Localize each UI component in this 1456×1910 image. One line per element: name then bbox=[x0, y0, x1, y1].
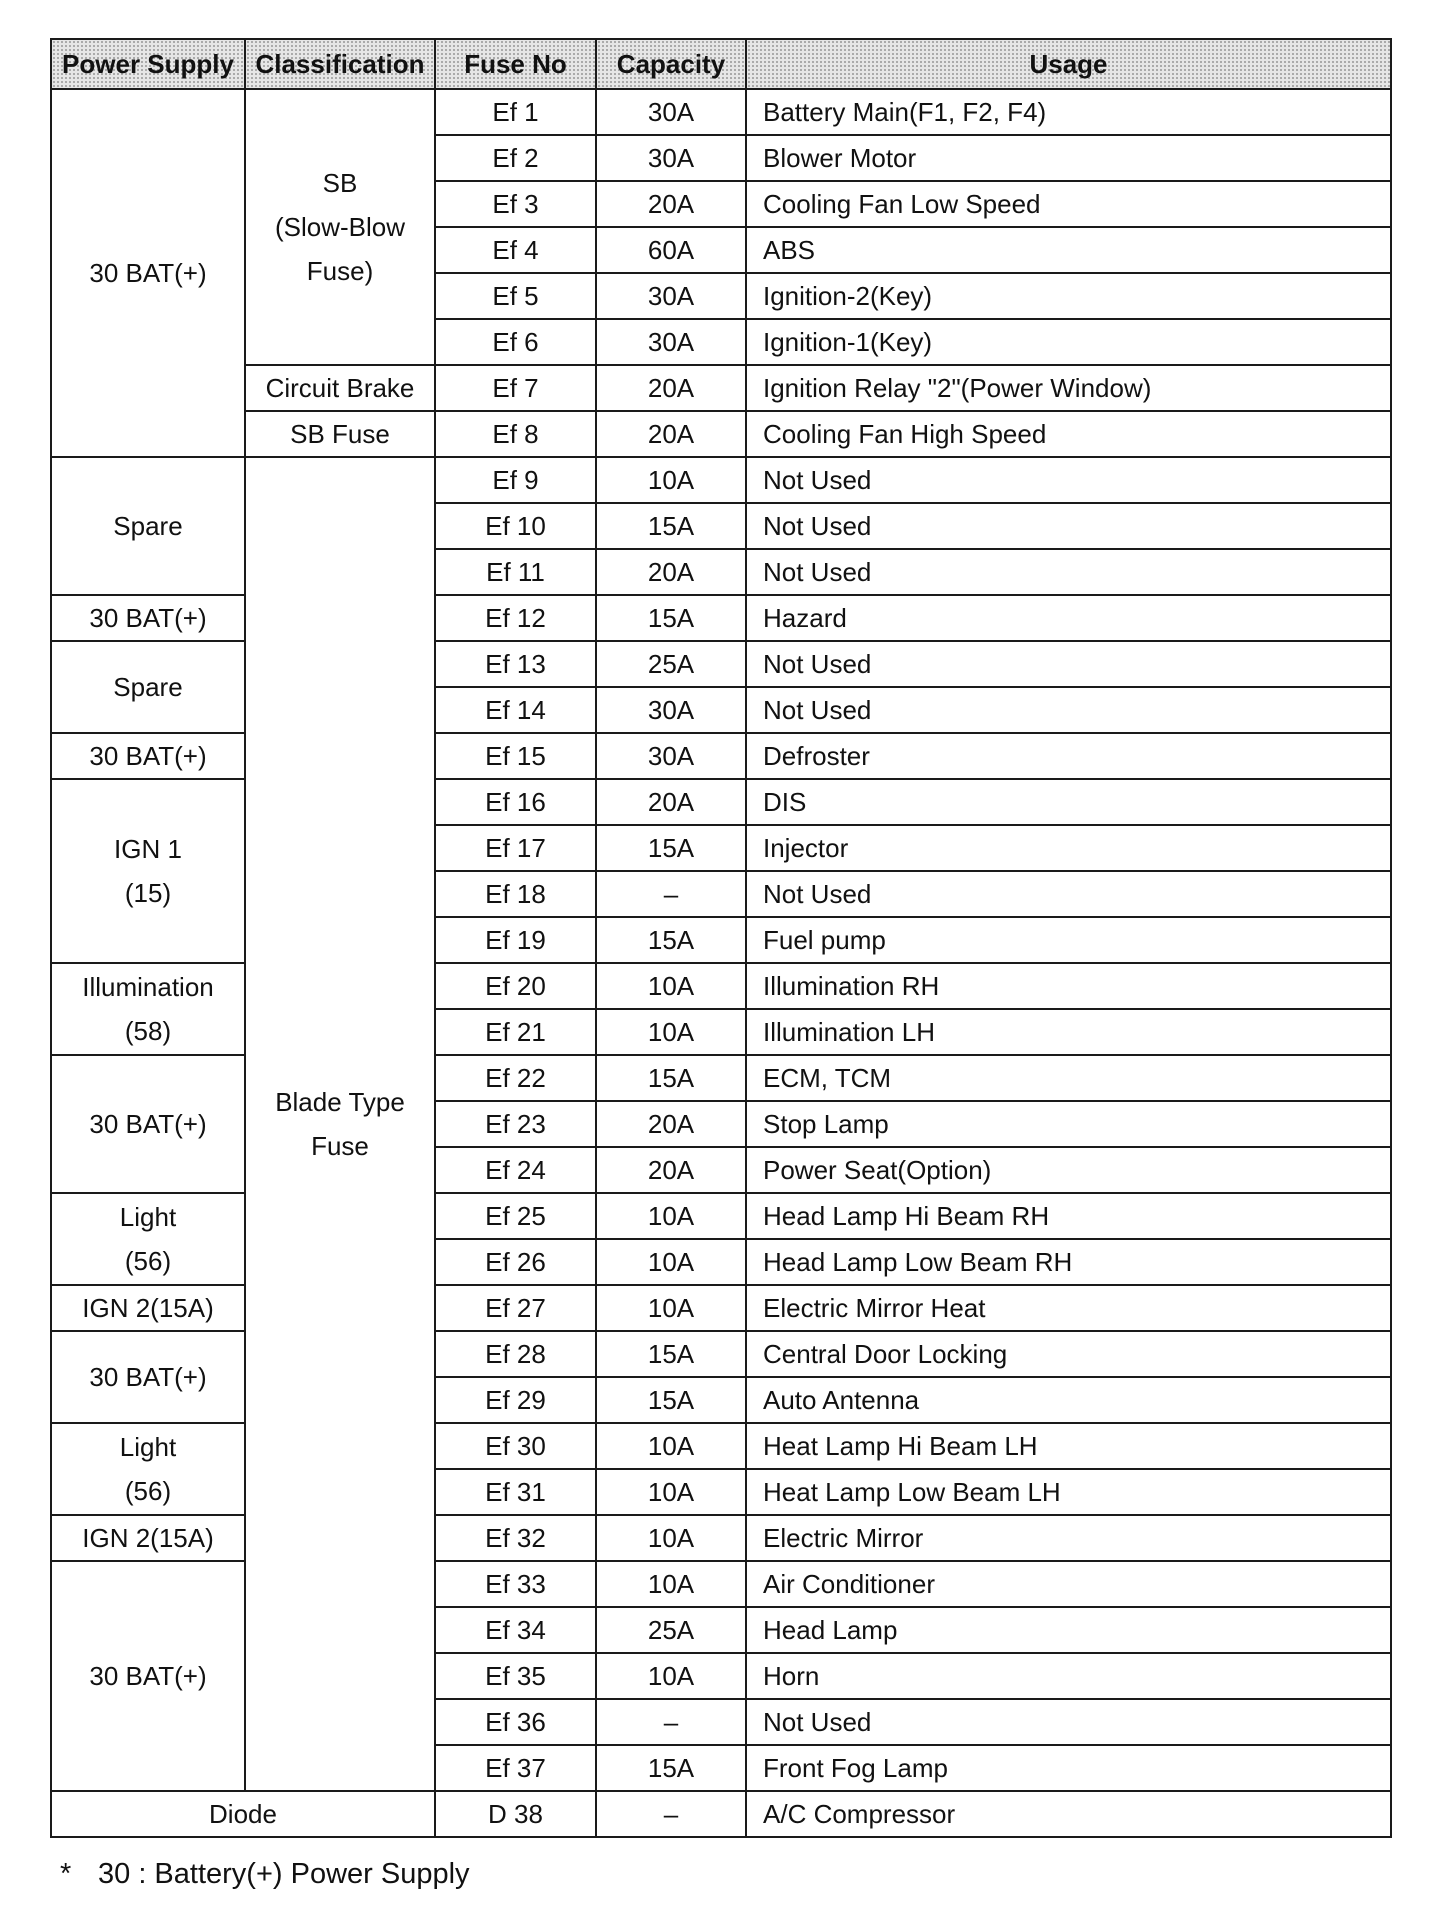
fuse-no-cell: Ef 4 bbox=[435, 227, 596, 273]
footnote bbox=[60, 1858, 470, 1891]
header-power-supply: Power Supply bbox=[51, 39, 245, 89]
header-fuse-no: Fuse No bbox=[435, 39, 596, 89]
classification-cell bbox=[245, 411, 435, 457]
fuse-no-cell: Ef 33 bbox=[435, 1561, 596, 1607]
capacity-cell: 25A bbox=[596, 1607, 746, 1653]
fuse-no-cell: Ef 18 bbox=[435, 871, 596, 917]
usage-cell: Stop Lamp bbox=[746, 1101, 1391, 1147]
usage-cell: Illumination RH bbox=[746, 963, 1391, 1009]
power-supply-cell-line: Light bbox=[119, 1202, 177, 1232]
power-supply-cell bbox=[51, 779, 245, 963]
capacity-cell: – bbox=[596, 1699, 746, 1745]
capacity-cell: 10A bbox=[596, 963, 746, 1009]
capacity-cell: 15A bbox=[596, 1377, 746, 1423]
usage-cell: Electric Mirror bbox=[746, 1515, 1391, 1561]
fuse-no-cell: Ef 37 bbox=[435, 1745, 596, 1791]
capacity-cell: 20A bbox=[596, 1147, 746, 1193]
usage-cell: Injector bbox=[746, 825, 1391, 871]
classification-cell bbox=[245, 365, 435, 411]
classification-cell-line: Circuit Brake bbox=[265, 373, 415, 403]
usage-cell: ECM, TCM bbox=[746, 1055, 1391, 1101]
capacity-cell: 10A bbox=[596, 1561, 746, 1607]
power-supply-cell-line: 30 BAT(+) bbox=[89, 741, 207, 771]
header-classification: Classification bbox=[245, 39, 435, 89]
usage-cell: Not Used bbox=[746, 641, 1391, 687]
usage-cell: Auto Antenna bbox=[746, 1377, 1391, 1423]
power-supply-cell-line: Spare bbox=[113, 672, 183, 702]
power-supply-cell-line: (56) bbox=[124, 1476, 172, 1506]
usage-cell: Front Fog Lamp bbox=[746, 1745, 1391, 1791]
fuse-no-cell: Ef 15 bbox=[435, 733, 596, 779]
fuse-no-cell: Ef 10 bbox=[435, 503, 596, 549]
capacity-cell: 60A bbox=[596, 227, 746, 273]
usage-cell: ABS bbox=[746, 227, 1391, 273]
power-supply-cell-line: Spare bbox=[113, 511, 183, 541]
fuse-no-cell: Ef 36 bbox=[435, 1699, 596, 1745]
diode-row bbox=[51, 1791, 1391, 1837]
capacity-cell: 15A bbox=[596, 917, 746, 963]
fuse-no-cell: Ef 22 bbox=[435, 1055, 596, 1101]
capacity-cell: 20A bbox=[596, 1101, 746, 1147]
classification-cell bbox=[245, 457, 435, 1791]
fuse-no-cell: Ef 8 bbox=[435, 411, 596, 457]
usage-cell: Fuel pump bbox=[746, 917, 1391, 963]
capacity-cell: 15A bbox=[596, 1331, 746, 1377]
fuse-no-cell: Ef 5 bbox=[435, 273, 596, 319]
usage-cell: Not Used bbox=[746, 457, 1391, 503]
capacity-cell: 20A bbox=[596, 549, 746, 595]
fuse-no-cell: Ef 23 bbox=[435, 1101, 596, 1147]
power-supply-cell bbox=[51, 1285, 245, 1331]
power-supply-cell-line: 30 BAT(+) bbox=[89, 603, 207, 633]
fuse-no-cell: Ef 3 bbox=[435, 181, 596, 227]
fuse-no-cell: Ef 17 bbox=[435, 825, 596, 871]
usage-cell: Heat Lamp Low Beam LH bbox=[746, 1469, 1391, 1515]
power-supply-cell-line: (15) bbox=[124, 878, 172, 908]
usage-cell: Power Seat(Option) bbox=[746, 1147, 1391, 1193]
power-supply-cell bbox=[51, 595, 245, 641]
fuse-no-cell: Ef 11 bbox=[435, 549, 596, 595]
capacity-cell: 30A bbox=[596, 733, 746, 779]
usage-cell: A/C Compressor bbox=[746, 1791, 1391, 1837]
power-supply-cell bbox=[51, 89, 245, 457]
power-supply-cell bbox=[51, 1055, 245, 1193]
header-row bbox=[51, 39, 1391, 89]
power-supply-cell bbox=[51, 1423, 245, 1515]
capacity-cell: 10A bbox=[596, 1193, 746, 1239]
capacity-cell: 20A bbox=[596, 181, 746, 227]
fuse-no-cell: Ef 1 bbox=[435, 89, 596, 135]
usage-cell: Not Used bbox=[746, 1699, 1391, 1745]
fuse-no-cell: D 38 bbox=[435, 1791, 596, 1837]
power-supply-cell bbox=[51, 1561, 245, 1791]
usage-cell: Central Door Locking bbox=[746, 1331, 1391, 1377]
footnote-star: * bbox=[60, 1858, 72, 1890]
capacity-cell: 10A bbox=[596, 1515, 746, 1561]
usage-cell: Blower Motor bbox=[746, 135, 1391, 181]
usage-cell: Air Conditioner bbox=[746, 1561, 1391, 1607]
capacity-cell: 20A bbox=[596, 365, 746, 411]
power-supply-cell-line: 30 BAT(+) bbox=[89, 258, 207, 288]
fuse-no-cell: Ef 7 bbox=[435, 365, 596, 411]
fuse-table-body bbox=[51, 89, 1391, 1837]
capacity-cell: 10A bbox=[596, 1423, 746, 1469]
usage-cell: Electric Mirror Heat bbox=[746, 1285, 1391, 1331]
capacity-cell: 20A bbox=[596, 411, 746, 457]
capacity-cell: 10A bbox=[596, 1469, 746, 1515]
capacity-cell: 10A bbox=[596, 1009, 746, 1055]
table-row bbox=[51, 365, 1391, 411]
fuse-no-cell: Ef 2 bbox=[435, 135, 596, 181]
fuse-no-cell: Ef 25 bbox=[435, 1193, 596, 1239]
usage-cell: Ignition-2(Key) bbox=[746, 273, 1391, 319]
usage-cell: Ignition-1(Key) bbox=[746, 319, 1391, 365]
classification-cell-line: Fuse bbox=[311, 1131, 369, 1161]
power-supply-cell bbox=[51, 1193, 245, 1285]
classification-cell-line: SB bbox=[322, 168, 358, 198]
usage-cell: Not Used bbox=[746, 549, 1391, 595]
classification-cell-line: SB Fuse bbox=[290, 419, 390, 449]
capacity-cell: – bbox=[596, 871, 746, 917]
fuse-no-cell: Ef 9 bbox=[435, 457, 596, 503]
power-supply-cell bbox=[51, 641, 245, 733]
capacity-cell: 15A bbox=[596, 503, 746, 549]
power-supply-cell bbox=[51, 457, 245, 595]
fuse-no-cell: Ef 16 bbox=[435, 779, 596, 825]
capacity-cell: 15A bbox=[596, 1055, 746, 1101]
usage-cell: Heat Lamp Hi Beam LH bbox=[746, 1423, 1391, 1469]
usage-cell: Not Used bbox=[746, 503, 1391, 549]
power-supply-cell-line: IGN 2(15A) bbox=[82, 1523, 214, 1553]
fuse-no-cell: Ef 31 bbox=[435, 1469, 596, 1515]
fuse-no-cell: Ef 24 bbox=[435, 1147, 596, 1193]
classification-cell bbox=[245, 89, 435, 365]
power-supply-cell-line: 30 BAT(+) bbox=[89, 1362, 207, 1392]
capacity-cell: 15A bbox=[596, 1745, 746, 1791]
classification-cell-line: (Slow-Blow bbox=[274, 212, 406, 242]
usage-cell: Head Lamp bbox=[746, 1607, 1391, 1653]
fuse-no-cell: Ef 14 bbox=[435, 687, 596, 733]
capacity-cell: 10A bbox=[596, 1653, 746, 1699]
fuse-no-cell: Ef 21 bbox=[435, 1009, 596, 1055]
power-supply-cell-line: IGN 2(15A) bbox=[82, 1293, 214, 1323]
classification-cell-line: Fuse) bbox=[306, 256, 374, 286]
capacity-cell: 30A bbox=[596, 89, 746, 135]
fuse-no-cell: Ef 34 bbox=[435, 1607, 596, 1653]
classification-cell-line: Blade Type bbox=[275, 1087, 405, 1117]
usage-cell: Not Used bbox=[746, 687, 1391, 733]
capacity-cell: 30A bbox=[596, 273, 746, 319]
capacity-cell: 10A bbox=[596, 1285, 746, 1331]
header-capacity: Capacity bbox=[596, 39, 746, 89]
power-supply-cell-line: (58) bbox=[124, 1016, 172, 1046]
power-supply-cell bbox=[51, 963, 245, 1055]
capacity-cell: 30A bbox=[596, 319, 746, 365]
fuse-no-cell: Ef 29 bbox=[435, 1377, 596, 1423]
capacity-cell: 10A bbox=[596, 1239, 746, 1285]
capacity-cell: 15A bbox=[596, 825, 746, 871]
usage-cell: Not Used bbox=[746, 871, 1391, 917]
diode-label-cell: Diode bbox=[51, 1791, 435, 1837]
power-supply-cell-line: 30 BAT(+) bbox=[89, 1661, 207, 1691]
power-supply-cell bbox=[51, 733, 245, 779]
power-supply-cell-line: Light bbox=[119, 1432, 177, 1462]
capacity-cell: 20A bbox=[596, 779, 746, 825]
power-supply-cell bbox=[51, 1515, 245, 1561]
power-supply-cell-line: IGN 1 bbox=[114, 834, 182, 864]
power-supply-cell bbox=[51, 1331, 245, 1423]
fuse-no-cell: Ef 20 bbox=[435, 963, 596, 1009]
fuse-no-cell: Ef 32 bbox=[435, 1515, 596, 1561]
usage-cell: Defroster bbox=[746, 733, 1391, 779]
capacity-cell: 30A bbox=[596, 687, 746, 733]
usage-cell: Ignition Relay "2"(Power Window) bbox=[746, 365, 1391, 411]
table-row bbox=[51, 457, 1391, 503]
fuse-no-cell: Ef 26 bbox=[435, 1239, 596, 1285]
fuse-no-cell: Ef 28 bbox=[435, 1331, 596, 1377]
footnote-text: 30 : Battery(+) Power Supply bbox=[98, 1858, 470, 1890]
table-row bbox=[51, 89, 1391, 135]
fuse-no-cell: Ef 12 bbox=[435, 595, 596, 641]
table-row bbox=[51, 411, 1391, 457]
usage-cell: Battery Main(F1, F2, F4) bbox=[746, 89, 1391, 135]
fuse-no-cell: Ef 35 bbox=[435, 1653, 596, 1699]
usage-cell: Cooling Fan High Speed bbox=[746, 411, 1391, 457]
fuse-no-cell: Ef 6 bbox=[435, 319, 596, 365]
usage-cell: Head Lamp Hi Beam RH bbox=[746, 1193, 1391, 1239]
usage-cell: Cooling Fan Low Speed bbox=[746, 181, 1391, 227]
fuse-no-cell: Ef 30 bbox=[435, 1423, 596, 1469]
power-supply-cell-line: (56) bbox=[124, 1246, 172, 1276]
usage-cell: Hazard bbox=[746, 595, 1391, 641]
power-supply-cell-line: Illumination bbox=[82, 972, 214, 1002]
usage-cell: DIS bbox=[746, 779, 1391, 825]
capacity-cell: 10A bbox=[596, 457, 746, 503]
usage-cell: Head Lamp Low Beam RH bbox=[746, 1239, 1391, 1285]
capacity-cell: – bbox=[596, 1791, 746, 1837]
fuse-table bbox=[50, 38, 1392, 1838]
header-usage: Usage bbox=[746, 39, 1391, 89]
capacity-cell: 25A bbox=[596, 641, 746, 687]
power-supply-cell-line: 30 BAT(+) bbox=[89, 1109, 207, 1139]
fuse-no-cell: Ef 27 bbox=[435, 1285, 596, 1331]
fuse-no-cell: Ef 13 bbox=[435, 641, 596, 687]
usage-cell: Horn bbox=[746, 1653, 1391, 1699]
capacity-cell: 30A bbox=[596, 135, 746, 181]
fuse-no-cell: Ef 19 bbox=[435, 917, 596, 963]
usage-cell: Illumination LH bbox=[746, 1009, 1391, 1055]
capacity-cell: 15A bbox=[596, 595, 746, 641]
